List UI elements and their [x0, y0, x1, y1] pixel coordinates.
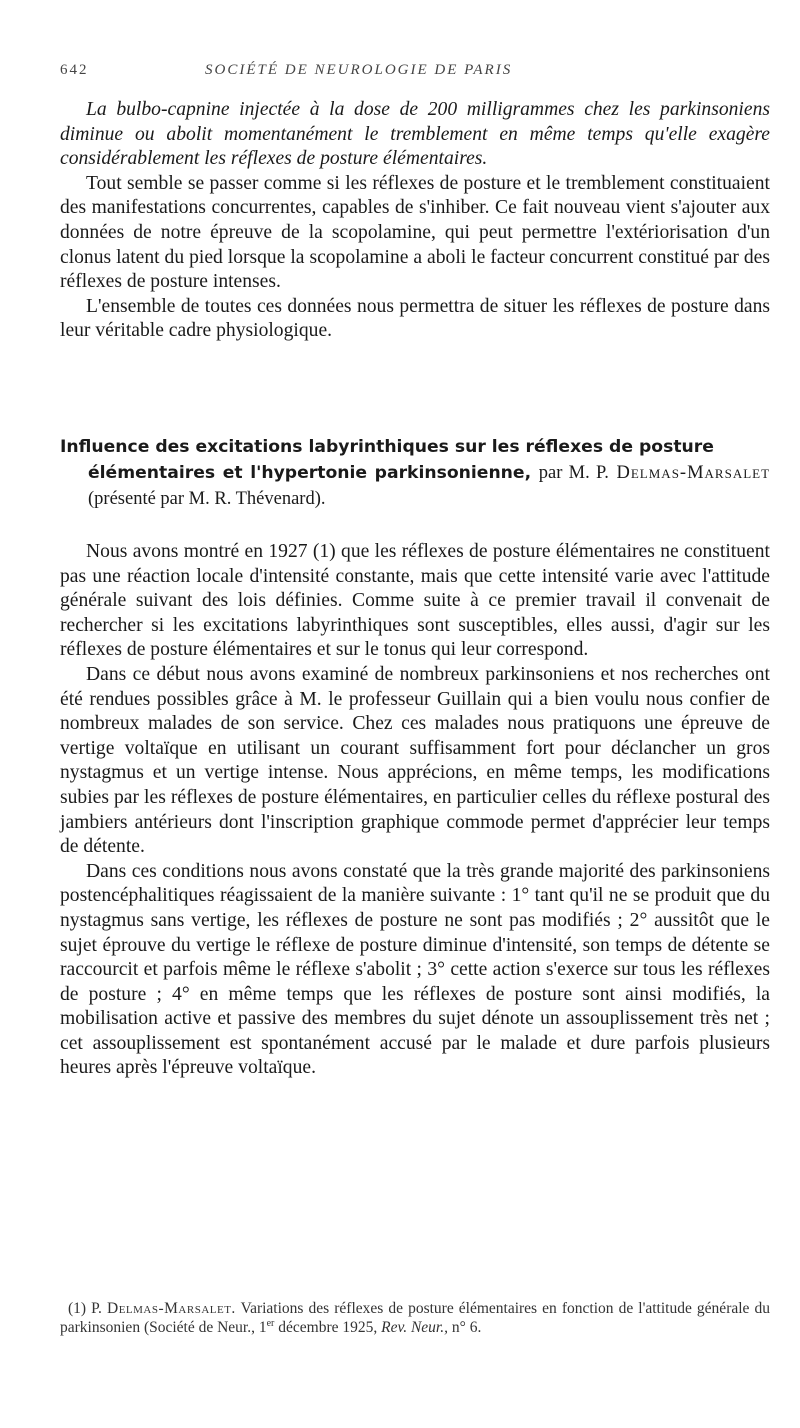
intro-paragraph-2: L'ensemble de toutes ces données nous permettra de situer les réflexes de posture dans leur véritable cadre physiologique. — [60, 295, 770, 342]
intro-section — [60, 98, 770, 344]
article-body — [60, 540, 770, 1081]
document-page — [60, 0, 770, 1428]
article-heading — [60, 434, 770, 512]
page-number: 642 — [60, 62, 89, 78]
footnote-issue: n° 6. — [451, 1318, 482, 1336]
footnote-text-a: Variations des réflexes de posture élémentaires en fonction de l'attitude générale du parkinsonien (Société de Neur., 1 — [60, 1300, 770, 1336]
footnote-text-b: décembre 1925, — [278, 1318, 378, 1336]
footnote-journal: Rev. Neur., — [381, 1318, 448, 1336]
article-paragraph-1: Nous avons montré en 1927 (1) que les réflexes de posture élémentaires ne constituent pas une réaction locale d'intensité constante, mais que cette intensité varie avec l'attitude générale suivant des lois définies. Comme suite à ce premier travail il convenait de rechercher si les excitations labyrinthiques sont susceptibles, elles aussi, d'agir sur les réflexes de posture élémentaires et sur le tonus qui leur correspond. — [60, 541, 770, 661]
footnote-superscript: er — [266, 1317, 275, 1329]
intro-paragraph-1: Tout semble se passer comme si les réflexes de posture et le tremblement constituaient des manifestations concurrentes, capables de s'inhiber. Ce fait nouveau vient s'ajouter aux données de notre épreuve de la scopolamine, qui peut permettre l'extériorisation d'un clonus latent du pied lorsque la scopolamine a aboli le facteur concurrent constitué par des réflexes de posture intenses. — [60, 172, 770, 293]
article-paragraph-2: Dans ce début nous avons examiné de nombreux parkinsoniens et nos recherches ont été rendues possibles grâce à M. le professeur Guillain qui a bien voulu nous confier de nombreux malades de son service. Chez ces malades nous pratiquons une épreuve de vertige voltaïque en utilisant un courant suffisamment fort pour déclancher un gros nystagmus et un vertige intense. Nous apprécions, en même temps, les modifications subies par les réflexes de posture élémentaires, en particulier celles du réflexe postural des jambiers antérieurs dont l'inscription graphique commode permet d'apprécier leur temps de détente. — [60, 663, 770, 858]
article-paragraph-3: Dans ces conditions nous avons constaté que la très grande majorité des parkinsoniens postencéphalitiques réagissaient de la manière suivante : 1° tant qu'il ne se produit que du nystagmus sans vertige, les réflexes de posture ne sont pas modifiés ; 2° aussitôt que le sujet éprouve du vertige le réflexe de posture diminue d'intensité, son temps de détente se raccourcit et parfois même le réflexe s'abolit ; 3° cette action s'exerce sur tous les réflexes de posture ; 4° en même temps que les réflexes de posture sont ainsi modifiés, la mobilisation active et passive des membres du sujet dénote un assouplissement très net ; cet assouplissement est spontanément accusé par le malade et dure parfois plusieurs heures après l'épreuve voltaïque. — [60, 860, 770, 1079]
intro-conclusion: La bulbo-capnine injectée à la dose de 200 milligrammes chez les parkinsoniens diminue ou abolit momentanément le tremblement en même temps qu'elle exagère considérablement les réflexes de posture élémentaires. — [60, 99, 770, 170]
footnote-author: Delmas-Marsalet. — [107, 1300, 236, 1317]
author-name: Delmas-Marsalet — [616, 463, 771, 483]
article-title-line-1: Influence des excitations labyrinthiques sur les réflexes de posture — [60, 437, 714, 457]
footnote — [60, 1300, 770, 1337]
presented-by: (présenté par M. R. Thévenard). — [88, 489, 326, 509]
running-title: SOCIÉTÉ DE NEUROLOGIE DE PARIS — [205, 62, 513, 78]
footnote-marker: (1) P. — [68, 1300, 102, 1317]
article-title-line-2: élémentaires et l'hypertonie parkinsonienne, — [88, 463, 532, 483]
running-header — [60, 62, 770, 86]
byline-par: par M. P. — [538, 463, 609, 483]
